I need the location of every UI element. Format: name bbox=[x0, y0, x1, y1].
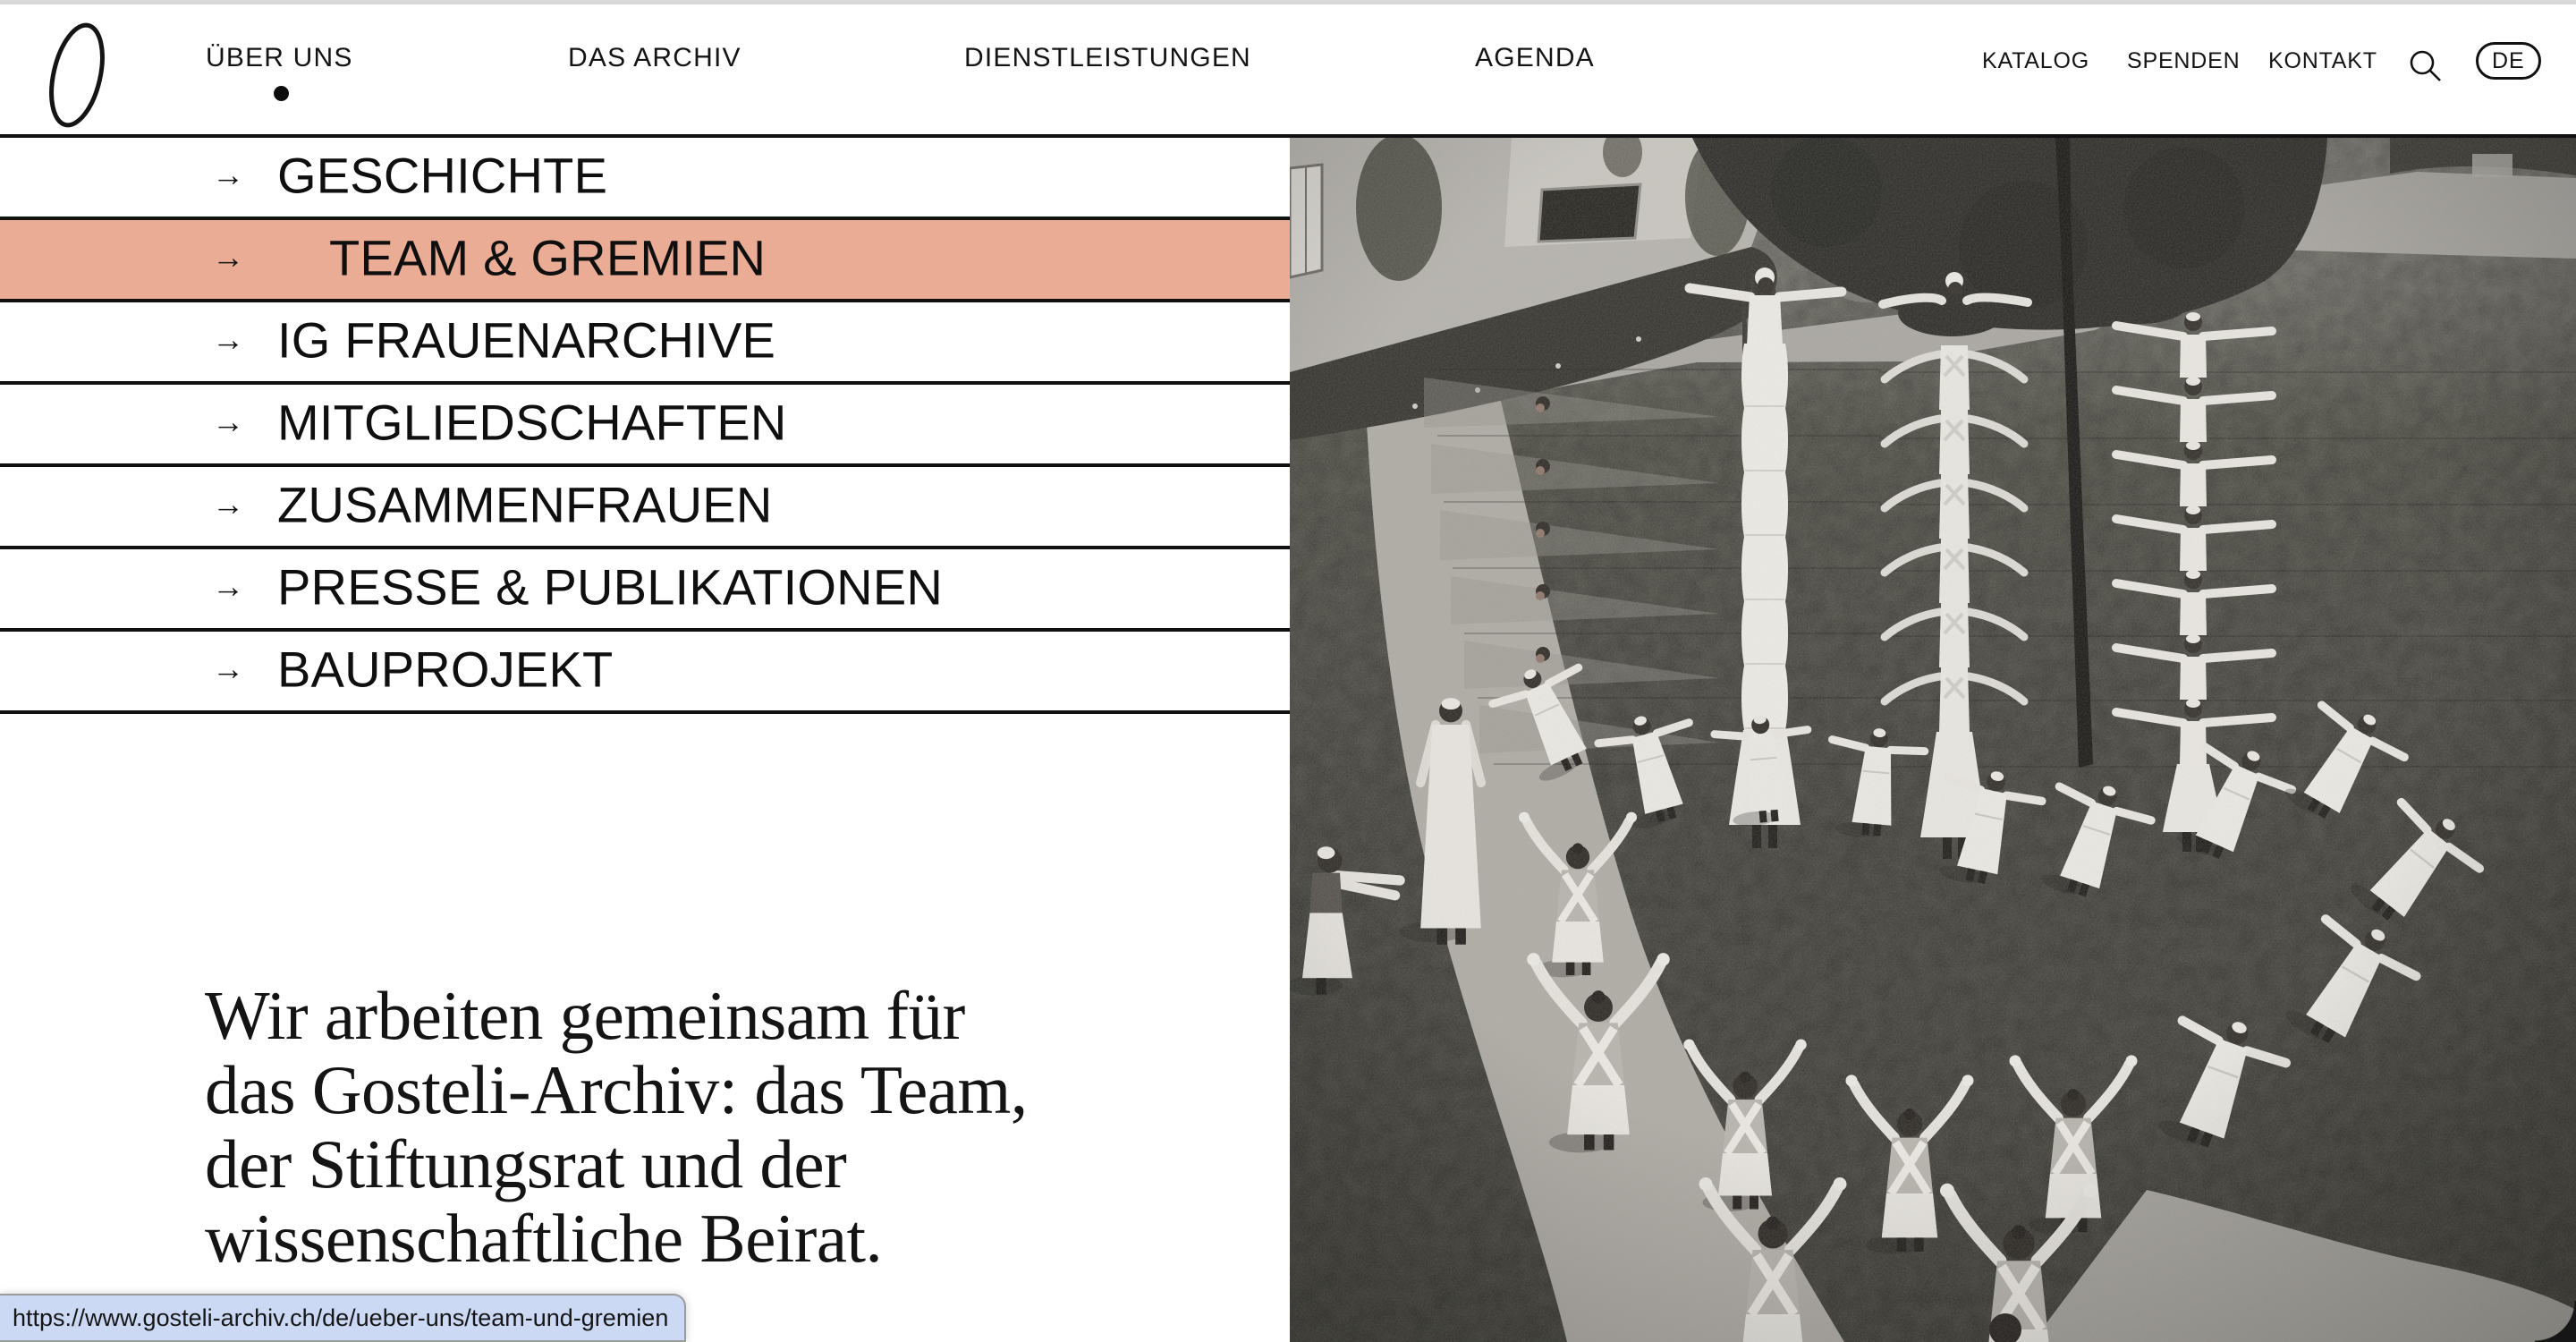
statusbar-url-tooltip bbox=[0, 1294, 686, 1342]
submenu-label: BAUPROJEKT bbox=[277, 641, 614, 698]
search-button[interactable] bbox=[2408, 49, 2444, 85]
submenu-label: GESCHICHTE bbox=[277, 147, 608, 204]
submenu-panel bbox=[0, 138, 1290, 714]
intro-text bbox=[205, 979, 1028, 1276]
submenu-item-ig-frauenarchive[interactable] bbox=[0, 302, 1290, 385]
window-corner bbox=[2535, 1301, 2576, 1342]
submenu-item-zusammenfrauen[interactable] bbox=[0, 467, 1290, 549]
intro-line: Wir arbeiten gemeinsam für bbox=[205, 977, 965, 1054]
arrow-right-icon: → bbox=[212, 403, 244, 440]
submenu-label: TEAM & GREMIEN bbox=[329, 229, 767, 286]
statusbar-url: https://www.gosteli-archiv.ch/de/ueber-uns/team-und-gremien bbox=[13, 1304, 669, 1331]
site-header bbox=[0, 4, 2576, 138]
intro-line: wissenschaftliche Beirat. bbox=[205, 1200, 883, 1277]
submenu-item-presse-und-publikationen[interactable] bbox=[0, 549, 1290, 632]
intro-line: das Gosteli-Archiv: das Team, bbox=[205, 1051, 1028, 1128]
submenu-item-bauprojekt[interactable] bbox=[0, 632, 1290, 714]
nav-item-agenda[interactable]: AGENDA bbox=[1475, 43, 1595, 72]
nav-item-das-archiv[interactable]: DAS ARCHIV bbox=[568, 43, 741, 72]
nav-item-katalog[interactable]: KATALOG bbox=[1982, 48, 2089, 73]
hero-photo bbox=[1290, 138, 2576, 1342]
search-icon bbox=[2408, 49, 2444, 85]
arrow-right-icon: → bbox=[212, 320, 244, 358]
arrow-right-icon: → bbox=[212, 485, 244, 522]
submenu-item-mitgliedschaften[interactable] bbox=[0, 385, 1290, 467]
submenu-label: PRESSE & PUBLIKATIONEN bbox=[277, 558, 944, 616]
gosteli-o-mark-icon bbox=[43, 21, 111, 130]
active-nav-dot bbox=[274, 86, 289, 101]
photo-vignette bbox=[1290, 138, 2576, 1342]
submenu-label: ZUSAMMENFRAUEN bbox=[277, 476, 773, 533]
submenu-label: MITGLIEDSCHAFTEN bbox=[277, 394, 787, 451]
submenu-item-geschichte[interactable] bbox=[0, 138, 1290, 220]
submenu-item-team-und-gremien[interactable] bbox=[0, 220, 1290, 302]
submenu-label: IG FRAUENARCHIVE bbox=[277, 311, 776, 369]
arrow-right-icon: → bbox=[212, 567, 244, 605]
site-logo[interactable] bbox=[43, 21, 111, 130]
language-switcher[interactable]: DE bbox=[2476, 42, 2541, 80]
arrow-right-icon: → bbox=[212, 156, 244, 193]
intro-line: der Stiftungsrat und der bbox=[205, 1125, 847, 1202]
nav-item-spenden[interactable]: SPENDEN bbox=[2127, 48, 2241, 73]
arrow-right-icon: → bbox=[212, 238, 244, 276]
nav-item-dienstleistungen[interactable]: DIENSTLEISTUNGEN bbox=[964, 43, 1251, 72]
nav-item-ueber-uns[interactable]: ÜBER UNS bbox=[206, 43, 353, 72]
arrow-right-icon: → bbox=[212, 650, 244, 687]
nav-item-kontakt[interactable]: KONTAKT bbox=[2268, 48, 2377, 73]
